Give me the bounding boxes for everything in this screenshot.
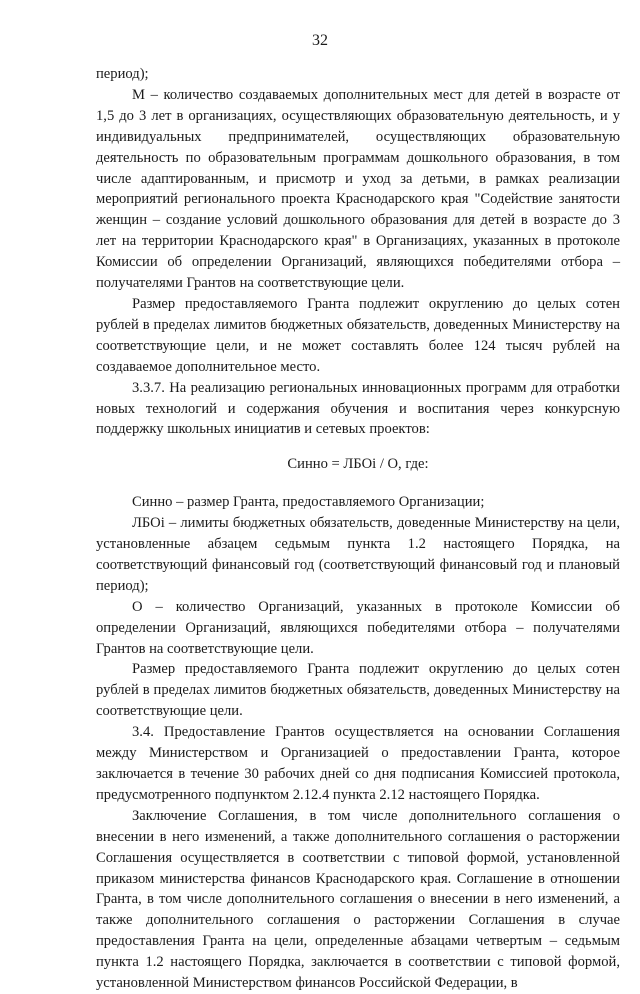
paragraph-period-end: период); bbox=[96, 66, 149, 82]
paragraph-m-definition: М – количество создаваемых дополнительных мест для детей в возрасте от 1,5 до 3 лет в организациях, осуществляющих образовательную деятельность, и у индивидуальных предпринимателей, осуществляющих образовательную деятельность по образовательным программам дошкольного образования, в том числе адаптированным, и присмотр и уход за детьми, в рамках реализации мероприятий регионального проекта Краснодарского края "Содействие занятости женщин – создание условий дошкольного образования для детей в возрасте до 3 лет на территории Краснодарского края" в Организациях, указанных в протоколе Комиссии об определении Организаций, являющихся победителями отбора – получателями Грантов на соответствующие цели. bbox=[96, 86, 620, 292]
paragraph-o-definition: О – количество Организаций, указанных в протоколе Комиссии об определении Организаций, являющихся победителями отбора – получателями Грантов на соответствующие цели. bbox=[96, 598, 620, 657]
paragraph-agreement-conclusion: Заключение Соглашения, в том числе дополнительного соглашения о внесении в него изменений, а также дополнительного соглашения о расторжении Соглашения осуществляется в соответствии с типовой формой, установленной приказом министерства финансов Краснодарского края. Соглашение в отношении Гранта, в том числе дополнительного соглашения о внесении в него изменений, а также дополнительного соглашения о расторжении Соглашения в случае предоставления Гранта на цели, определенные абзацами четвертым – седьмым пункта 1.2 настоящего Порядка, заключается в соответствии с типовой формой, установленной Министерством финансов Российской Федерации, в bbox=[96, 807, 620, 992]
paragraph-3-3-7: 3.3.7. На реализацию региональных инновационных программ для отработки новых технологий и содержания обучения и воспитания через конкурсную поддержку школьных инициатив и сетевых проектов: bbox=[96, 379, 620, 438]
paragraph-lboi-definition: ЛБОi – лимиты бюджетных обязательств, доведенные Министерству на цели, установленные абзацем седьмым пункта 1.2 настоящего Порядка, на соответствующий финансовый год (соответствующий финансовый год и плановый период); bbox=[96, 515, 620, 594]
paragraph-grant-rounding: Размер предоставляемого Гранта подлежит округлению до целых сотен рублей в пределах лимитов бюджетных обязательств, доведенных Министерству на соответствующие цели. bbox=[96, 661, 620, 720]
paragraph-grant-rounding-124k: Размер предоставляемого Гранта подлежит округлению до целых сотен рублей в пределах лимитов бюджетных обязательств, доведенных Министерству на соответствующие цели, и не может составлять более 124 тысяч рублей на создаваемое дополнительное место. bbox=[96, 295, 620, 375]
paragraph-3-4: 3.4. Предоставление Грантов осуществляется на основании Соглашения между Министерством и Организацией о предоставлении Гранта, которое заключается в течение 30 рабочих дней со дня подписания Комиссией протокола, предусмотренного подпунктом 2.12.4 пункта 2.12 настоящего Порядка. bbox=[96, 724, 620, 803]
paragraph-sinno-definition: Синно – размер Гранта, предоставляемого Организации; bbox=[132, 494, 485, 511]
document-body bbox=[96, 64, 620, 994]
page-number: 32 bbox=[312, 32, 328, 49]
formula-sinno: Синно = ЛБОi / О, где: bbox=[287, 456, 429, 473]
